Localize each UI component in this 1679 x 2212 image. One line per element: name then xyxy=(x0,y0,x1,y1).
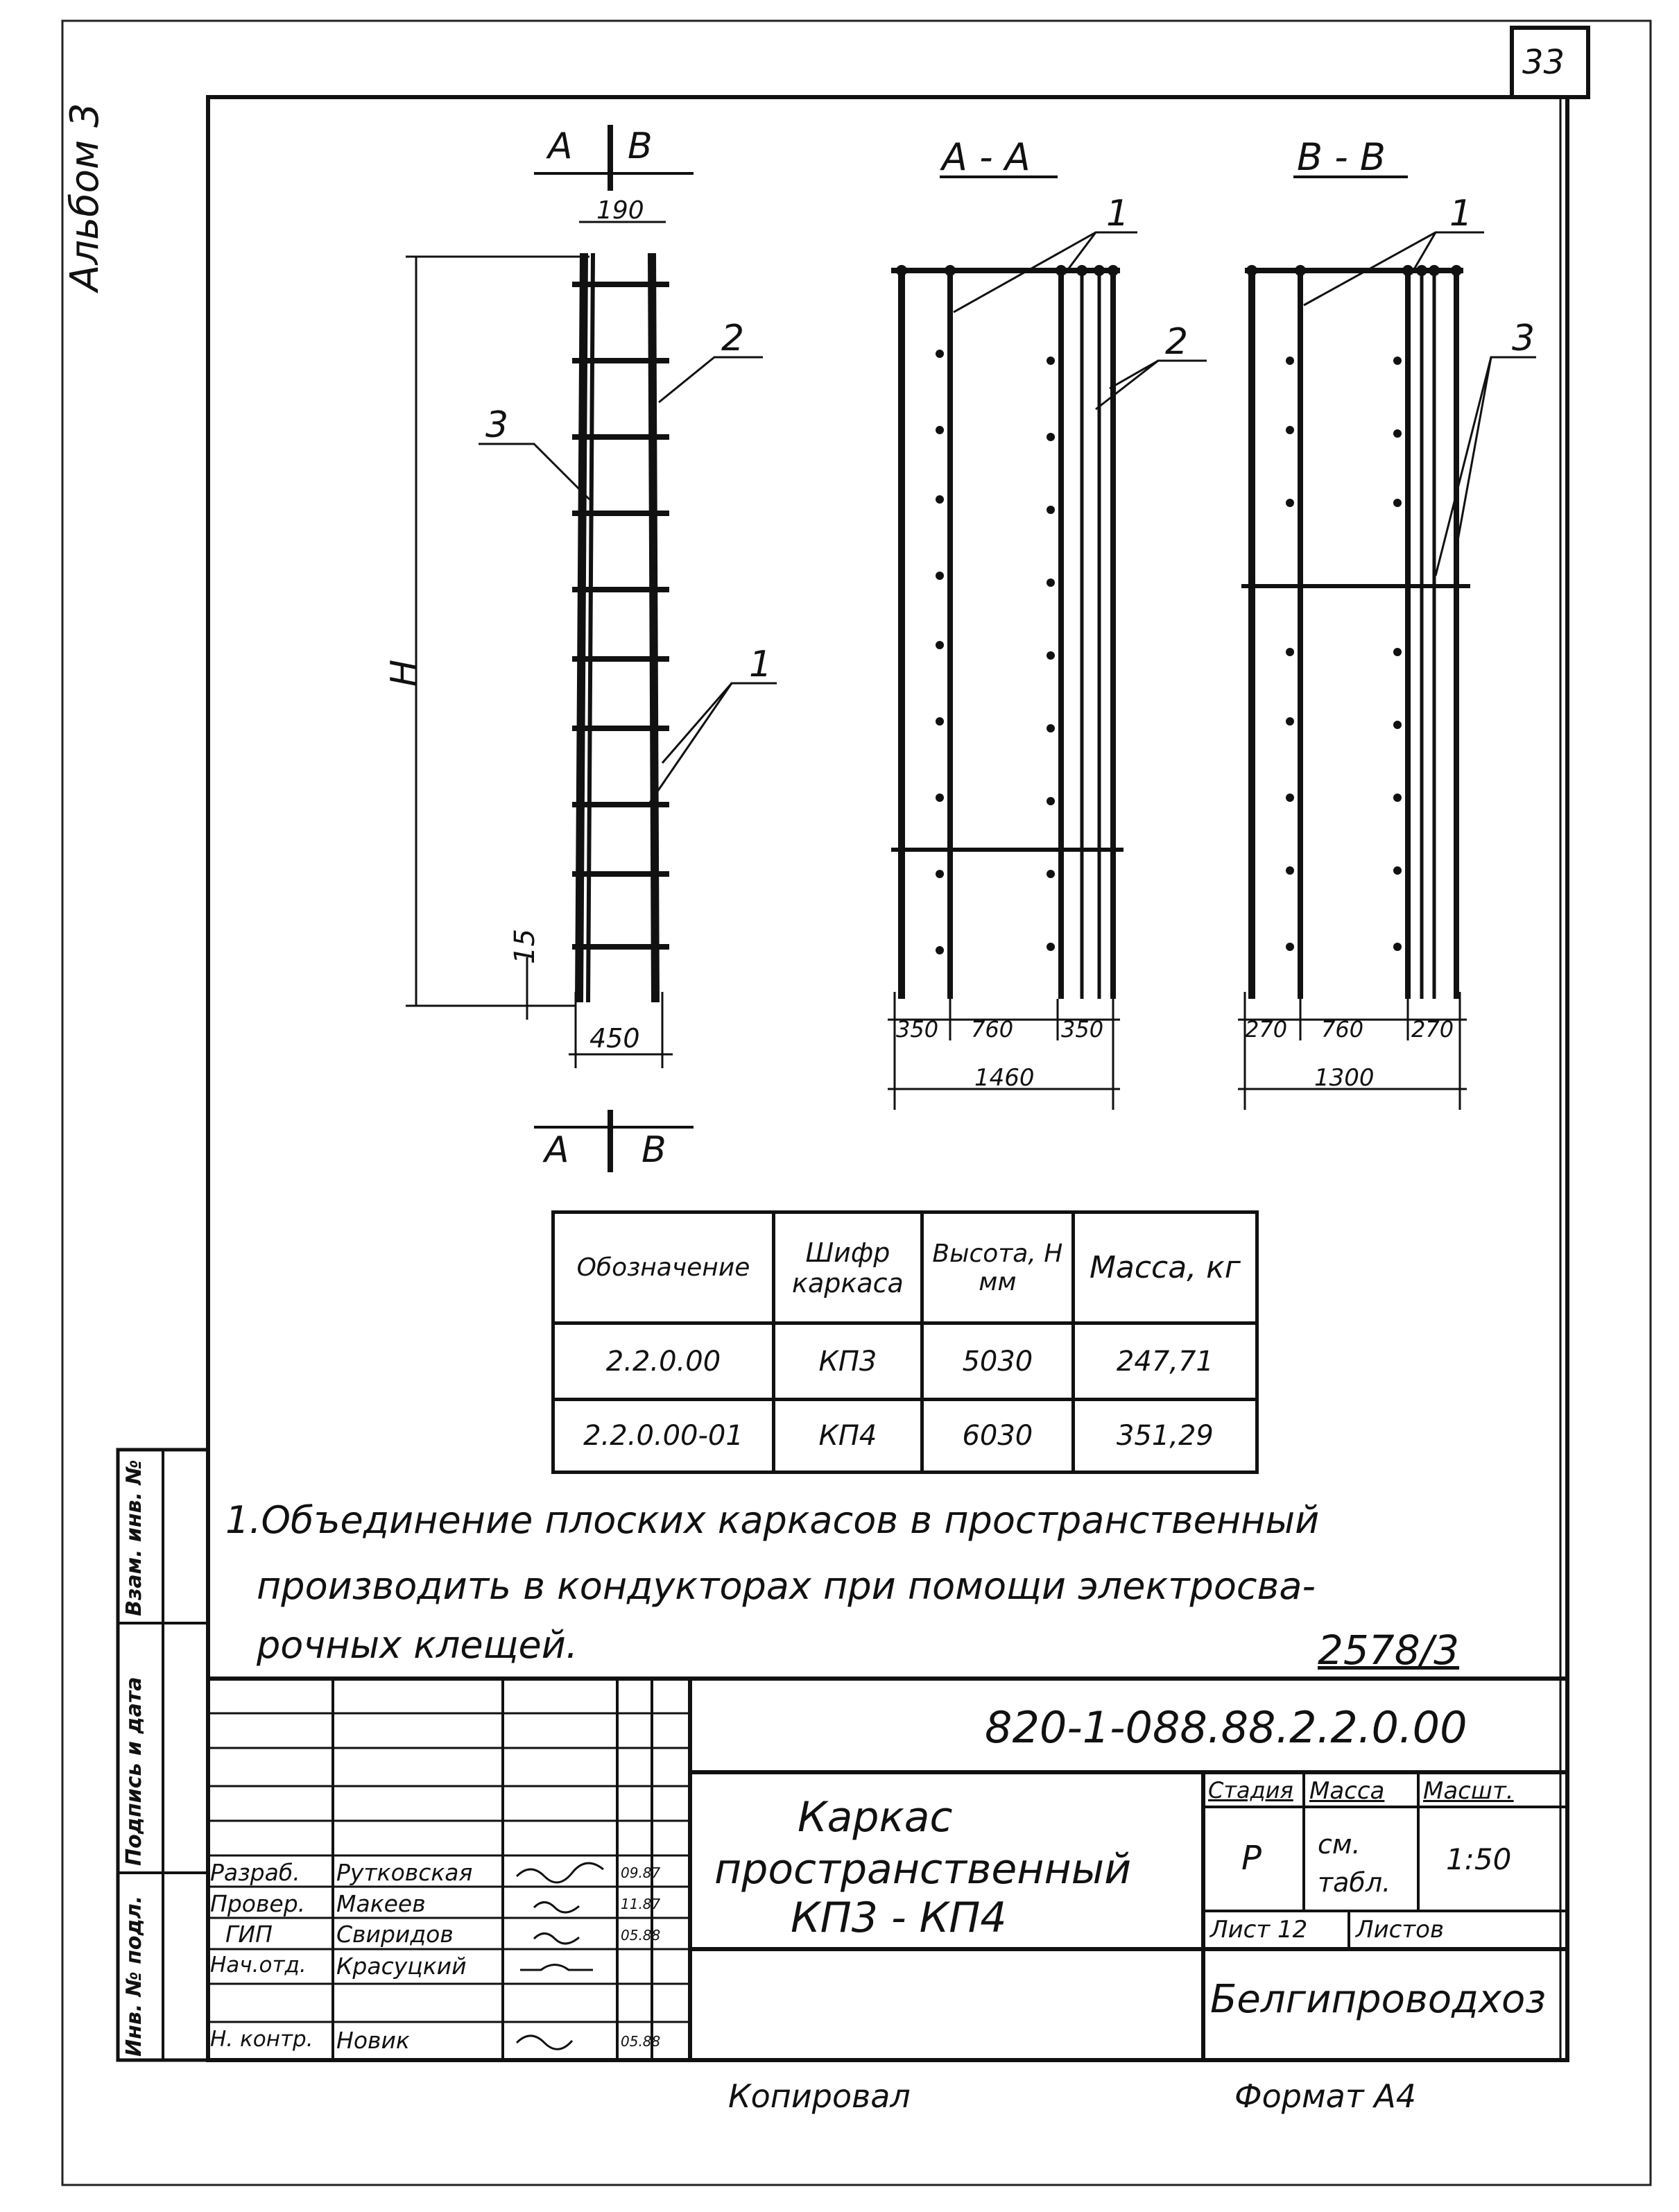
dim-190: 190 xyxy=(596,196,644,225)
aa-callout-1: 1 xyxy=(1106,193,1130,234)
title-line-2: пространственный xyxy=(714,1845,1132,1894)
bb-dim-3: 270 xyxy=(1411,1016,1454,1043)
scale-value: 1:50 xyxy=(1446,1842,1512,1876)
callout-3: 3 xyxy=(485,404,509,446)
person-name: Рутковская xyxy=(336,1859,473,1886)
title-line-3: КП3 - КП4 xyxy=(791,1894,1007,1942)
stage-value: Р xyxy=(1241,1839,1262,1878)
row1-mass: 247,71 xyxy=(1073,1323,1257,1400)
sign-date: 05.88 xyxy=(621,2033,661,2050)
height-label: Н xyxy=(384,659,425,687)
row1-designation: 2.2.0.00 xyxy=(553,1323,774,1400)
bb-callout-1: 1 xyxy=(1449,193,1473,234)
organization: Белгипроводхоз xyxy=(1210,1977,1547,2022)
aa-callout-2: 2 xyxy=(1165,321,1189,363)
aa-dim-1: 350 xyxy=(896,1016,939,1043)
row2-mass: 351,29 xyxy=(1073,1400,1257,1473)
sign-date: 05.88 xyxy=(621,1927,661,1944)
header-code: Шифр каркаса xyxy=(773,1212,922,1323)
aa-total: 1460 xyxy=(974,1064,1035,1092)
copied-label: Копировал xyxy=(728,2077,911,2115)
person-name: Свиридов xyxy=(336,1921,454,1948)
bb-dim-1: 270 xyxy=(1245,1016,1288,1043)
person-name: Красуцкий xyxy=(336,1953,467,1980)
dim-450: 450 xyxy=(589,1023,640,1054)
signature-4 xyxy=(520,1965,593,1971)
section-mark-bottom-right: В xyxy=(642,1129,666,1171)
person-name: Макеев xyxy=(336,1890,426,1917)
sign-date: 11.87 xyxy=(621,1896,661,1912)
section-mark-top-right: В xyxy=(628,126,653,167)
stage-header: Стадия xyxy=(1208,1777,1293,1803)
section-mark-bottom-left: А xyxy=(544,1129,569,1171)
section-bb-title: В - В xyxy=(1297,135,1386,179)
callout-2: 2 xyxy=(721,318,745,359)
mass-value-line-1: см. xyxy=(1318,1829,1361,1860)
document-code: 820-1-088.88.2.2.0.00 xyxy=(985,1702,1467,1753)
note-line-1: 1.Объединение плоских каркасов в пространственный xyxy=(225,1498,1320,1542)
podpis-data-label: Подпись и дата xyxy=(122,1677,146,1866)
title-line-1: Каркас xyxy=(798,1793,953,1842)
role-label: Разраб. xyxy=(210,1859,300,1886)
section-aa-title: А - А xyxy=(942,135,1031,179)
header-designation: Обозначение xyxy=(553,1212,774,1323)
role-label: Провер. xyxy=(210,1890,306,1917)
header-height: Высота, Н мм xyxy=(922,1212,1073,1323)
inv-podl-label: Инв. № подл. xyxy=(122,1895,146,2057)
scale-header: Масшт. xyxy=(1423,1777,1514,1805)
note-line-2: производить в кондукторах при помощи электросва- xyxy=(257,1564,1316,1608)
signature-3 xyxy=(534,1934,579,1944)
vzam-inv-label: Взам. инв. № xyxy=(122,1459,146,1616)
role-label: Н. контр. xyxy=(210,2027,313,2052)
order-number: 2578/3 xyxy=(1318,1627,1460,1674)
bb-callout-3: 3 xyxy=(1512,318,1535,359)
sheets-label: Листов xyxy=(1356,1916,1445,1944)
sheet-label: Лист 12 xyxy=(1210,1916,1308,1944)
row1-height: 5030 xyxy=(922,1323,1073,1400)
note-line-3: рочных клещей. xyxy=(257,1623,578,1667)
signature-2 xyxy=(534,1903,579,1913)
signature-5 xyxy=(517,2036,572,2049)
section-mark-top-left: А xyxy=(548,126,573,167)
row1-code: КП3 xyxy=(773,1323,922,1400)
row2-code: КП4 xyxy=(773,1400,922,1473)
header-mass: Масса, кг xyxy=(1073,1212,1257,1323)
person-name: Новик xyxy=(336,2027,410,2054)
row2-designation: 2.2.0.00-01 xyxy=(553,1400,774,1473)
bb-total: 1300 xyxy=(1314,1064,1375,1092)
dim-15: 15 xyxy=(509,929,541,964)
row2-height: 6030 xyxy=(922,1400,1073,1473)
aa-dim-2: 760 xyxy=(971,1016,1014,1043)
mass-value-line-2: табл. xyxy=(1318,1867,1391,1898)
role-label: Нач.отд. xyxy=(210,1953,307,1978)
sheet-number: 33 xyxy=(1522,43,1565,82)
album-label: Альбом 3 xyxy=(62,103,107,291)
format-label: Формат А4 xyxy=(1234,2077,1416,2115)
mass-header: Масса xyxy=(1309,1777,1385,1805)
signature-1 xyxy=(517,1863,603,1883)
aa-dim-3: 350 xyxy=(1061,1016,1104,1043)
bb-dim-2: 760 xyxy=(1321,1016,1364,1043)
sign-date: 09.87 xyxy=(621,1864,661,1881)
callout-1: 1 xyxy=(749,644,773,685)
role-label: ГИП xyxy=(225,1921,273,1948)
